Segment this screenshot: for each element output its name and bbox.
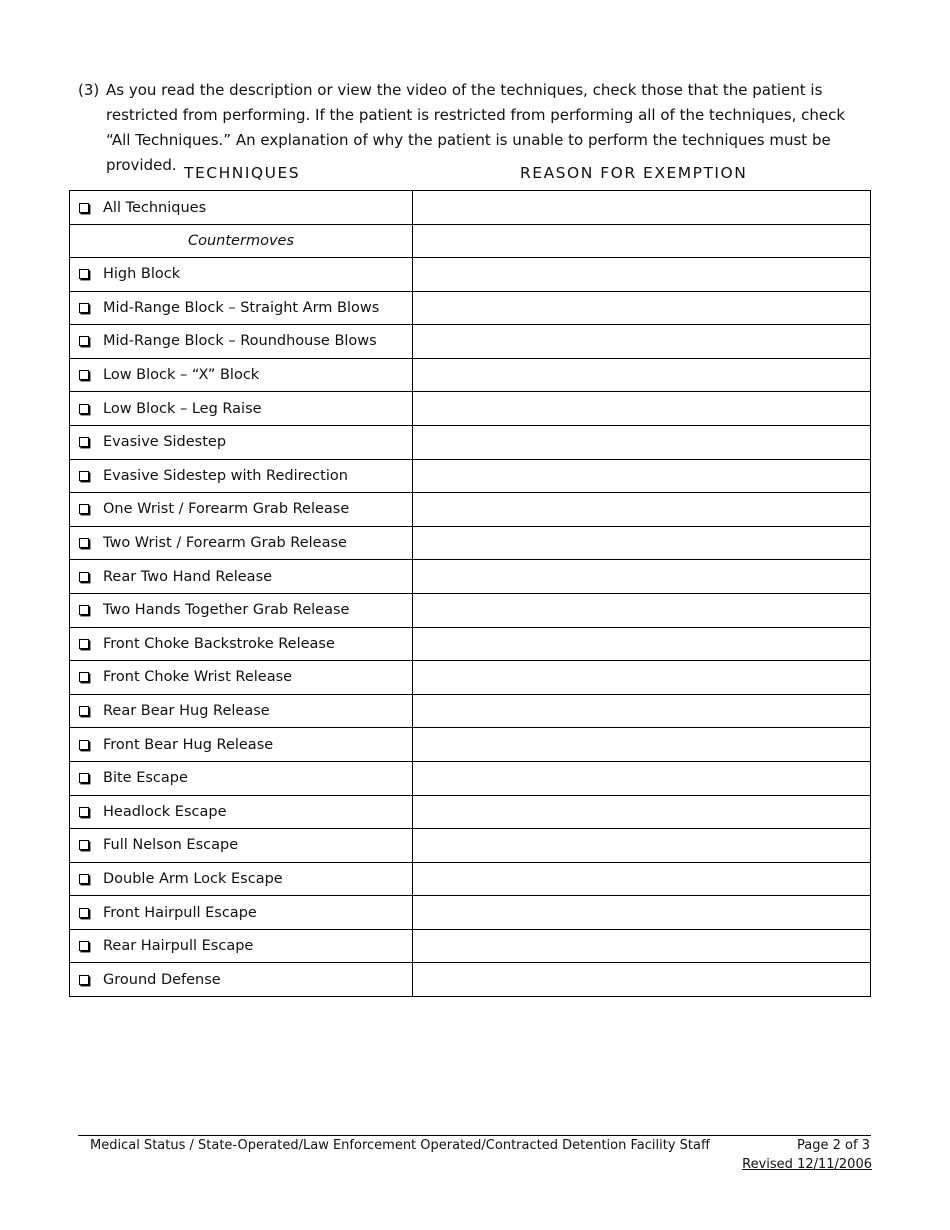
table-row bbox=[70, 258, 871, 292]
technique-cell bbox=[70, 526, 413, 560]
technique-label: All Techniques bbox=[103, 199, 207, 216]
technique-cell bbox=[70, 493, 413, 527]
reason-input-cell[interactable] bbox=[413, 795, 871, 829]
technique-cell bbox=[70, 291, 413, 325]
technique-label: Headlock Escape bbox=[103, 803, 227, 820]
technique-label: Evasive Sidestep with Redirection bbox=[103, 467, 348, 484]
technique-checkbox[interactable] bbox=[79, 437, 89, 447]
technique-checkbox[interactable] bbox=[79, 370, 89, 380]
all-techniques-checkbox[interactable] bbox=[79, 203, 89, 213]
table-row bbox=[70, 459, 871, 493]
table-row bbox=[70, 191, 871, 225]
footer-revised-date: Revised 12/11/2006 bbox=[742, 1157, 872, 1172]
reason-input-cell[interactable] bbox=[413, 425, 871, 459]
reason-input-cell[interactable] bbox=[413, 829, 871, 863]
reason-input-cell[interactable] bbox=[413, 627, 871, 661]
technique-cell bbox=[70, 728, 413, 762]
technique-cell bbox=[70, 862, 413, 896]
techniques-table bbox=[69, 190, 871, 997]
technique-cell bbox=[70, 929, 413, 963]
technique-checkbox[interactable] bbox=[79, 773, 89, 783]
technique-label: Evasive Sidestep bbox=[103, 434, 227, 451]
reason-input-cell[interactable] bbox=[413, 225, 871, 258]
technique-checkbox[interactable] bbox=[79, 908, 89, 918]
reason-input-cell[interactable] bbox=[413, 191, 871, 225]
reason-input-cell[interactable] bbox=[413, 291, 871, 325]
reason-input-cell[interactable] bbox=[413, 862, 871, 896]
technique-checkbox[interactable] bbox=[79, 538, 89, 548]
technique-label: Low Block – Leg Raise bbox=[103, 400, 262, 417]
instruction-text: As you read the description or view the video of the techniques, check those that the patient is restricted from performing. If the patient is restricted from performing all of the techniques, check “All Techniques.” An explanation of why the patient is unable to perform the techniques must be provided. bbox=[106, 81, 846, 174]
table-row bbox=[70, 963, 871, 997]
technique-checkbox[interactable] bbox=[79, 941, 89, 951]
technique-label: Bite Escape bbox=[103, 770, 188, 787]
technique-cell bbox=[70, 694, 413, 728]
technique-label: Two Hands Together Grab Release bbox=[103, 602, 350, 619]
technique-cell bbox=[70, 392, 413, 426]
table-row bbox=[70, 627, 871, 661]
technique-cell bbox=[70, 761, 413, 795]
technique-label: High Block bbox=[103, 266, 181, 283]
reason-input-cell[interactable] bbox=[413, 896, 871, 930]
technique-checkbox[interactable] bbox=[79, 605, 89, 615]
technique-checkbox[interactable] bbox=[79, 672, 89, 682]
technique-cell bbox=[70, 661, 413, 695]
technique-cell bbox=[70, 191, 413, 225]
technique-checkbox[interactable] bbox=[79, 572, 89, 582]
technique-cell bbox=[70, 325, 413, 359]
technique-checkbox[interactable] bbox=[79, 706, 89, 716]
technique-cell bbox=[70, 963, 413, 997]
table-row bbox=[70, 761, 871, 795]
reason-input-cell[interactable] bbox=[413, 694, 871, 728]
technique-label: Front Bear Hug Release bbox=[103, 736, 274, 753]
technique-checkbox[interactable] bbox=[79, 404, 89, 414]
table-row bbox=[70, 929, 871, 963]
table-row bbox=[70, 661, 871, 695]
technique-cell bbox=[70, 593, 413, 627]
reason-input-cell[interactable] bbox=[413, 728, 871, 762]
reason-input-cell[interactable] bbox=[413, 258, 871, 292]
table-row bbox=[70, 829, 871, 863]
reason-input-cell[interactable] bbox=[413, 325, 871, 359]
table-row bbox=[70, 358, 871, 392]
reason-input-cell[interactable] bbox=[413, 661, 871, 695]
reason-input-cell[interactable] bbox=[413, 526, 871, 560]
technique-checkbox[interactable] bbox=[79, 874, 89, 884]
technique-cell bbox=[70, 896, 413, 930]
table-row bbox=[70, 325, 871, 359]
technique-label: Rear Hairpull Escape bbox=[103, 938, 254, 955]
technique-label: Two Wrist / Forearm Grab Release bbox=[103, 535, 347, 552]
technique-cell bbox=[70, 425, 413, 459]
table-row bbox=[70, 593, 871, 627]
table-row bbox=[70, 425, 871, 459]
technique-checkbox[interactable] bbox=[79, 975, 89, 985]
technique-label: Mid-Range Block – Roundhouse Blows bbox=[103, 333, 377, 350]
technique-cell bbox=[70, 627, 413, 661]
technique-label: Front Choke Backstroke Release bbox=[103, 635, 335, 652]
technique-checkbox[interactable] bbox=[79, 639, 89, 649]
instruction-number: (3) bbox=[78, 81, 100, 99]
technique-label: Rear Bear Hug Release bbox=[103, 703, 270, 720]
table-row bbox=[70, 493, 871, 527]
footer-form-title: Medical Status / State-Operated/Law Enforcement Operated/Contracted Detention Facility Staff bbox=[90, 1138, 710, 1153]
technique-cell bbox=[70, 560, 413, 594]
reason-input-cell[interactable] bbox=[413, 459, 871, 493]
reason-column-header: REASON FOR EXEMPTION bbox=[520, 164, 748, 182]
technique-cell bbox=[70, 258, 413, 292]
technique-cell bbox=[70, 795, 413, 829]
reason-input-cell[interactable] bbox=[413, 593, 871, 627]
reason-input-cell[interactable] bbox=[413, 929, 871, 963]
table-row bbox=[70, 526, 871, 560]
reason-input-cell[interactable] bbox=[413, 963, 871, 997]
table-row bbox=[70, 560, 871, 594]
footer-divider bbox=[78, 1135, 871, 1136]
technique-label: Front Choke Wrist Release bbox=[103, 669, 293, 686]
technique-cell bbox=[70, 358, 413, 392]
technique-label: Rear Two Hand Release bbox=[103, 568, 273, 585]
technique-checkbox[interactable] bbox=[79, 807, 89, 817]
technique-label: Ground Defense bbox=[103, 971, 221, 988]
reason-input-cell[interactable] bbox=[413, 392, 871, 426]
table-row bbox=[70, 225, 871, 258]
technique-label: Double Arm Lock Escape bbox=[103, 870, 283, 887]
technique-checkbox[interactable] bbox=[79, 740, 89, 750]
table-row bbox=[70, 896, 871, 930]
reason-input-cell[interactable] bbox=[413, 761, 871, 795]
footer-page-number: Page 2 of 3 bbox=[797, 1138, 870, 1153]
table-row bbox=[70, 694, 871, 728]
technique-checkbox[interactable] bbox=[79, 504, 89, 514]
table-row bbox=[70, 862, 871, 896]
technique-checkbox[interactable] bbox=[79, 471, 89, 481]
technique-label: One Wrist / Forearm Grab Release bbox=[103, 501, 350, 518]
reason-input-cell[interactable] bbox=[413, 358, 871, 392]
countermoves-subheading: Countermoves bbox=[70, 225, 413, 258]
reason-input-cell[interactable] bbox=[413, 493, 871, 527]
technique-checkbox[interactable] bbox=[79, 269, 89, 279]
technique-label: Full Nelson Escape bbox=[103, 837, 239, 854]
technique-cell bbox=[70, 459, 413, 493]
techniques-column-header: TECHNIQUES bbox=[184, 164, 301, 182]
technique-checkbox[interactable] bbox=[79, 336, 89, 346]
table-row bbox=[70, 392, 871, 426]
table-row bbox=[70, 728, 871, 762]
technique-label: Mid-Range Block – Straight Arm Blows bbox=[103, 299, 380, 316]
table-row bbox=[70, 291, 871, 325]
table-row bbox=[70, 795, 871, 829]
instructions bbox=[78, 78, 868, 178]
reason-input-cell[interactable] bbox=[413, 560, 871, 594]
technique-cell bbox=[70, 829, 413, 863]
technique-label: Low Block – “X” Block bbox=[103, 367, 260, 384]
technique-checkbox[interactable] bbox=[79, 303, 89, 313]
technique-label: Front Hairpull Escape bbox=[103, 904, 257, 921]
technique-checkbox[interactable] bbox=[79, 840, 89, 850]
